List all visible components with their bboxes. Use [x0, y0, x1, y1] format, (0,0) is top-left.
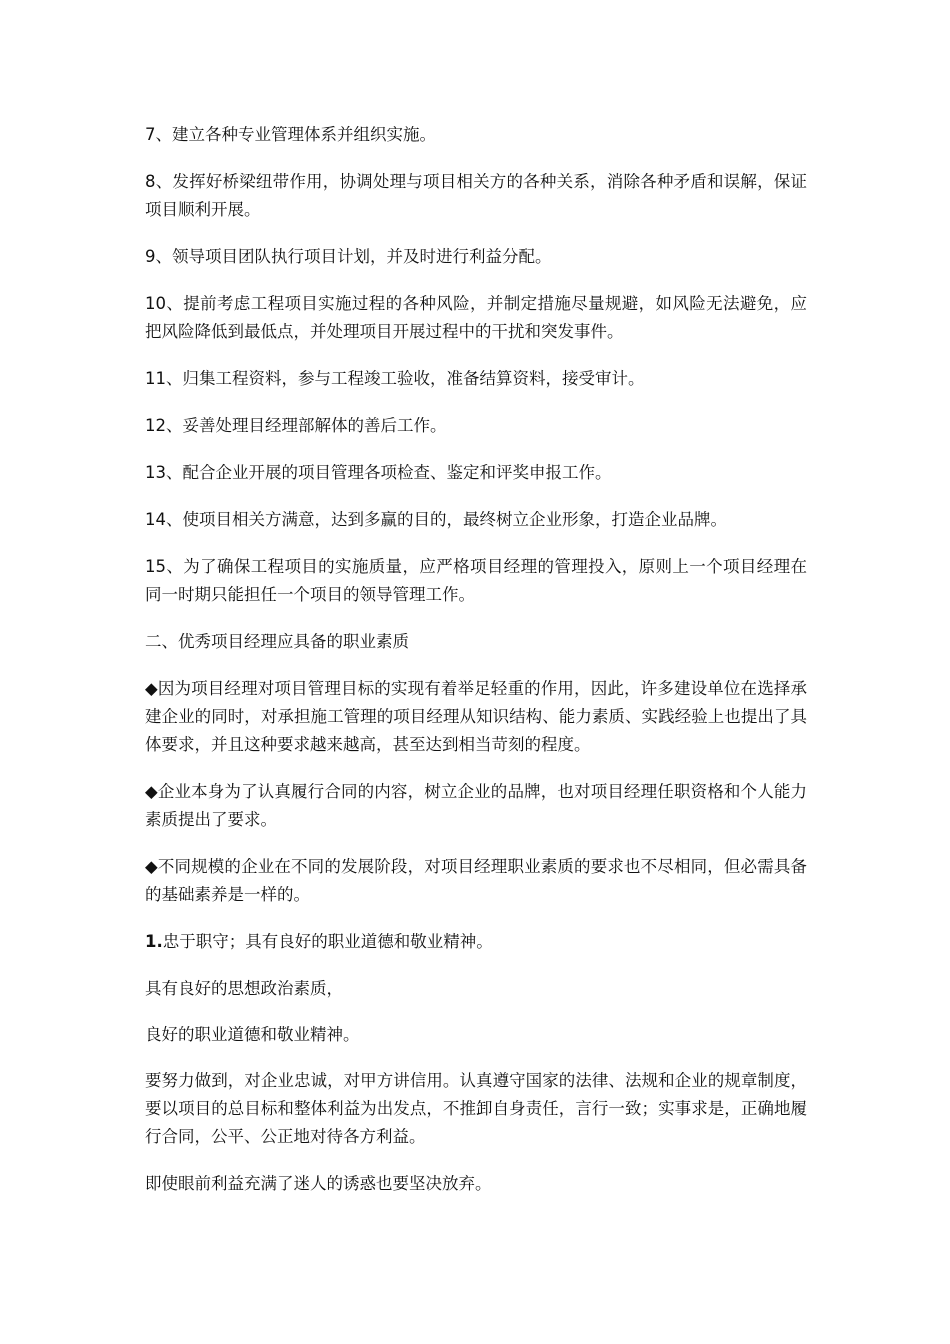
- bullet-paragraph-2: ◆企业本身为了认真履行合同的内容，树立企业的品牌，也对项目经理任职资格和个人能力素质提出了要求。: [145, 782, 807, 829]
- paragraph-item-10: 10、提前考虑工程项目实施过程的各种风险，并制定措施尽量规避，如风险无法避免，应把风险降低到最低点，并处理项目开展过程中的干扰和突发事件。: [145, 294, 807, 341]
- document-body: [145, 121, 807, 1217]
- paragraph-loyalty: 要努力做到，对企业忠诚，对甲方讲信用。认真遵守国家的法律、法规和企业的规章制度，要以项目的总目标和整体利益为出发点，不推卸自身责任，言行一致；实事求是，正确地履行合同，公平、公正地对待各方利益。: [145, 1071, 807, 1146]
- paragraph-item-7: 7、建立各种专业管理体系并组织实施。: [145, 125, 436, 144]
- paragraph-item-15: 15、为了确保工程项目的实施质量，应严格项目经理的管理投入，原则上一个项目经理在同一时期只能担任一个项目的领导管理工作。: [145, 557, 807, 604]
- paragraph-professional-ethics: 良好的职业道德和敬业精神。: [145, 1025, 360, 1044]
- paragraph-item-14: 14、使项目相关方满意，达到多赢的目的，最终树立企业形象，打造企业品牌。: [145, 510, 727, 529]
- paragraph-item-9: 9、领导项目团队执行项目计划，并及时进行利益分配。: [145, 247, 552, 266]
- paragraph-item-8: 8、发挥好桥梁纽带作用，协调处理与项目相关方的各种关系，消除各种矛盾和误解，保证项目顺利开展。: [145, 172, 807, 219]
- paragraph-item-12: 12、妥善处理目经理部解体的善后工作。: [145, 416, 447, 435]
- item-number: 1.: [145, 932, 163, 951]
- item-text: 忠于职守；具有良好的职业道德和敬业精神。: [162, 932, 493, 951]
- section-heading: 二、优秀项目经理应具备的职业素质: [145, 632, 409, 651]
- paragraph-resist-temptation: 即使眼前利益充满了迷人的诱惑也要坚决放弃。: [145, 1174, 492, 1193]
- paragraph-political-quality: 具有良好的思想政治素质，: [145, 979, 343, 998]
- paragraph-item-13: 13、配合企业开展的项目管理各项检查、鉴定和评奖申报工作。: [145, 463, 612, 482]
- bullet-paragraph-1: ◆因为项目经理对项目管理目标的实现有着举足轻重的作用，因此，许多建设单位在选择承建企业的同时，对承担施工管理的项目经理从知识结构、能力素质、实践经验上也提出了具体要求，并且这种要求越来越高，甚至达到相当苛刻的程度。: [145, 679, 807, 754]
- numbered-item-1: [145, 928, 807, 956]
- paragraph-item-11: 11、归集工程资料，参与工程竣工验收，准备结算资料，接受审计。: [145, 369, 645, 388]
- bullet-paragraph-3: ◆不同规模的企业在不同的发展阶段，对项目经理职业素质的要求也不尽相同，但必需具备的基础素养是一样的。: [145, 857, 807, 904]
